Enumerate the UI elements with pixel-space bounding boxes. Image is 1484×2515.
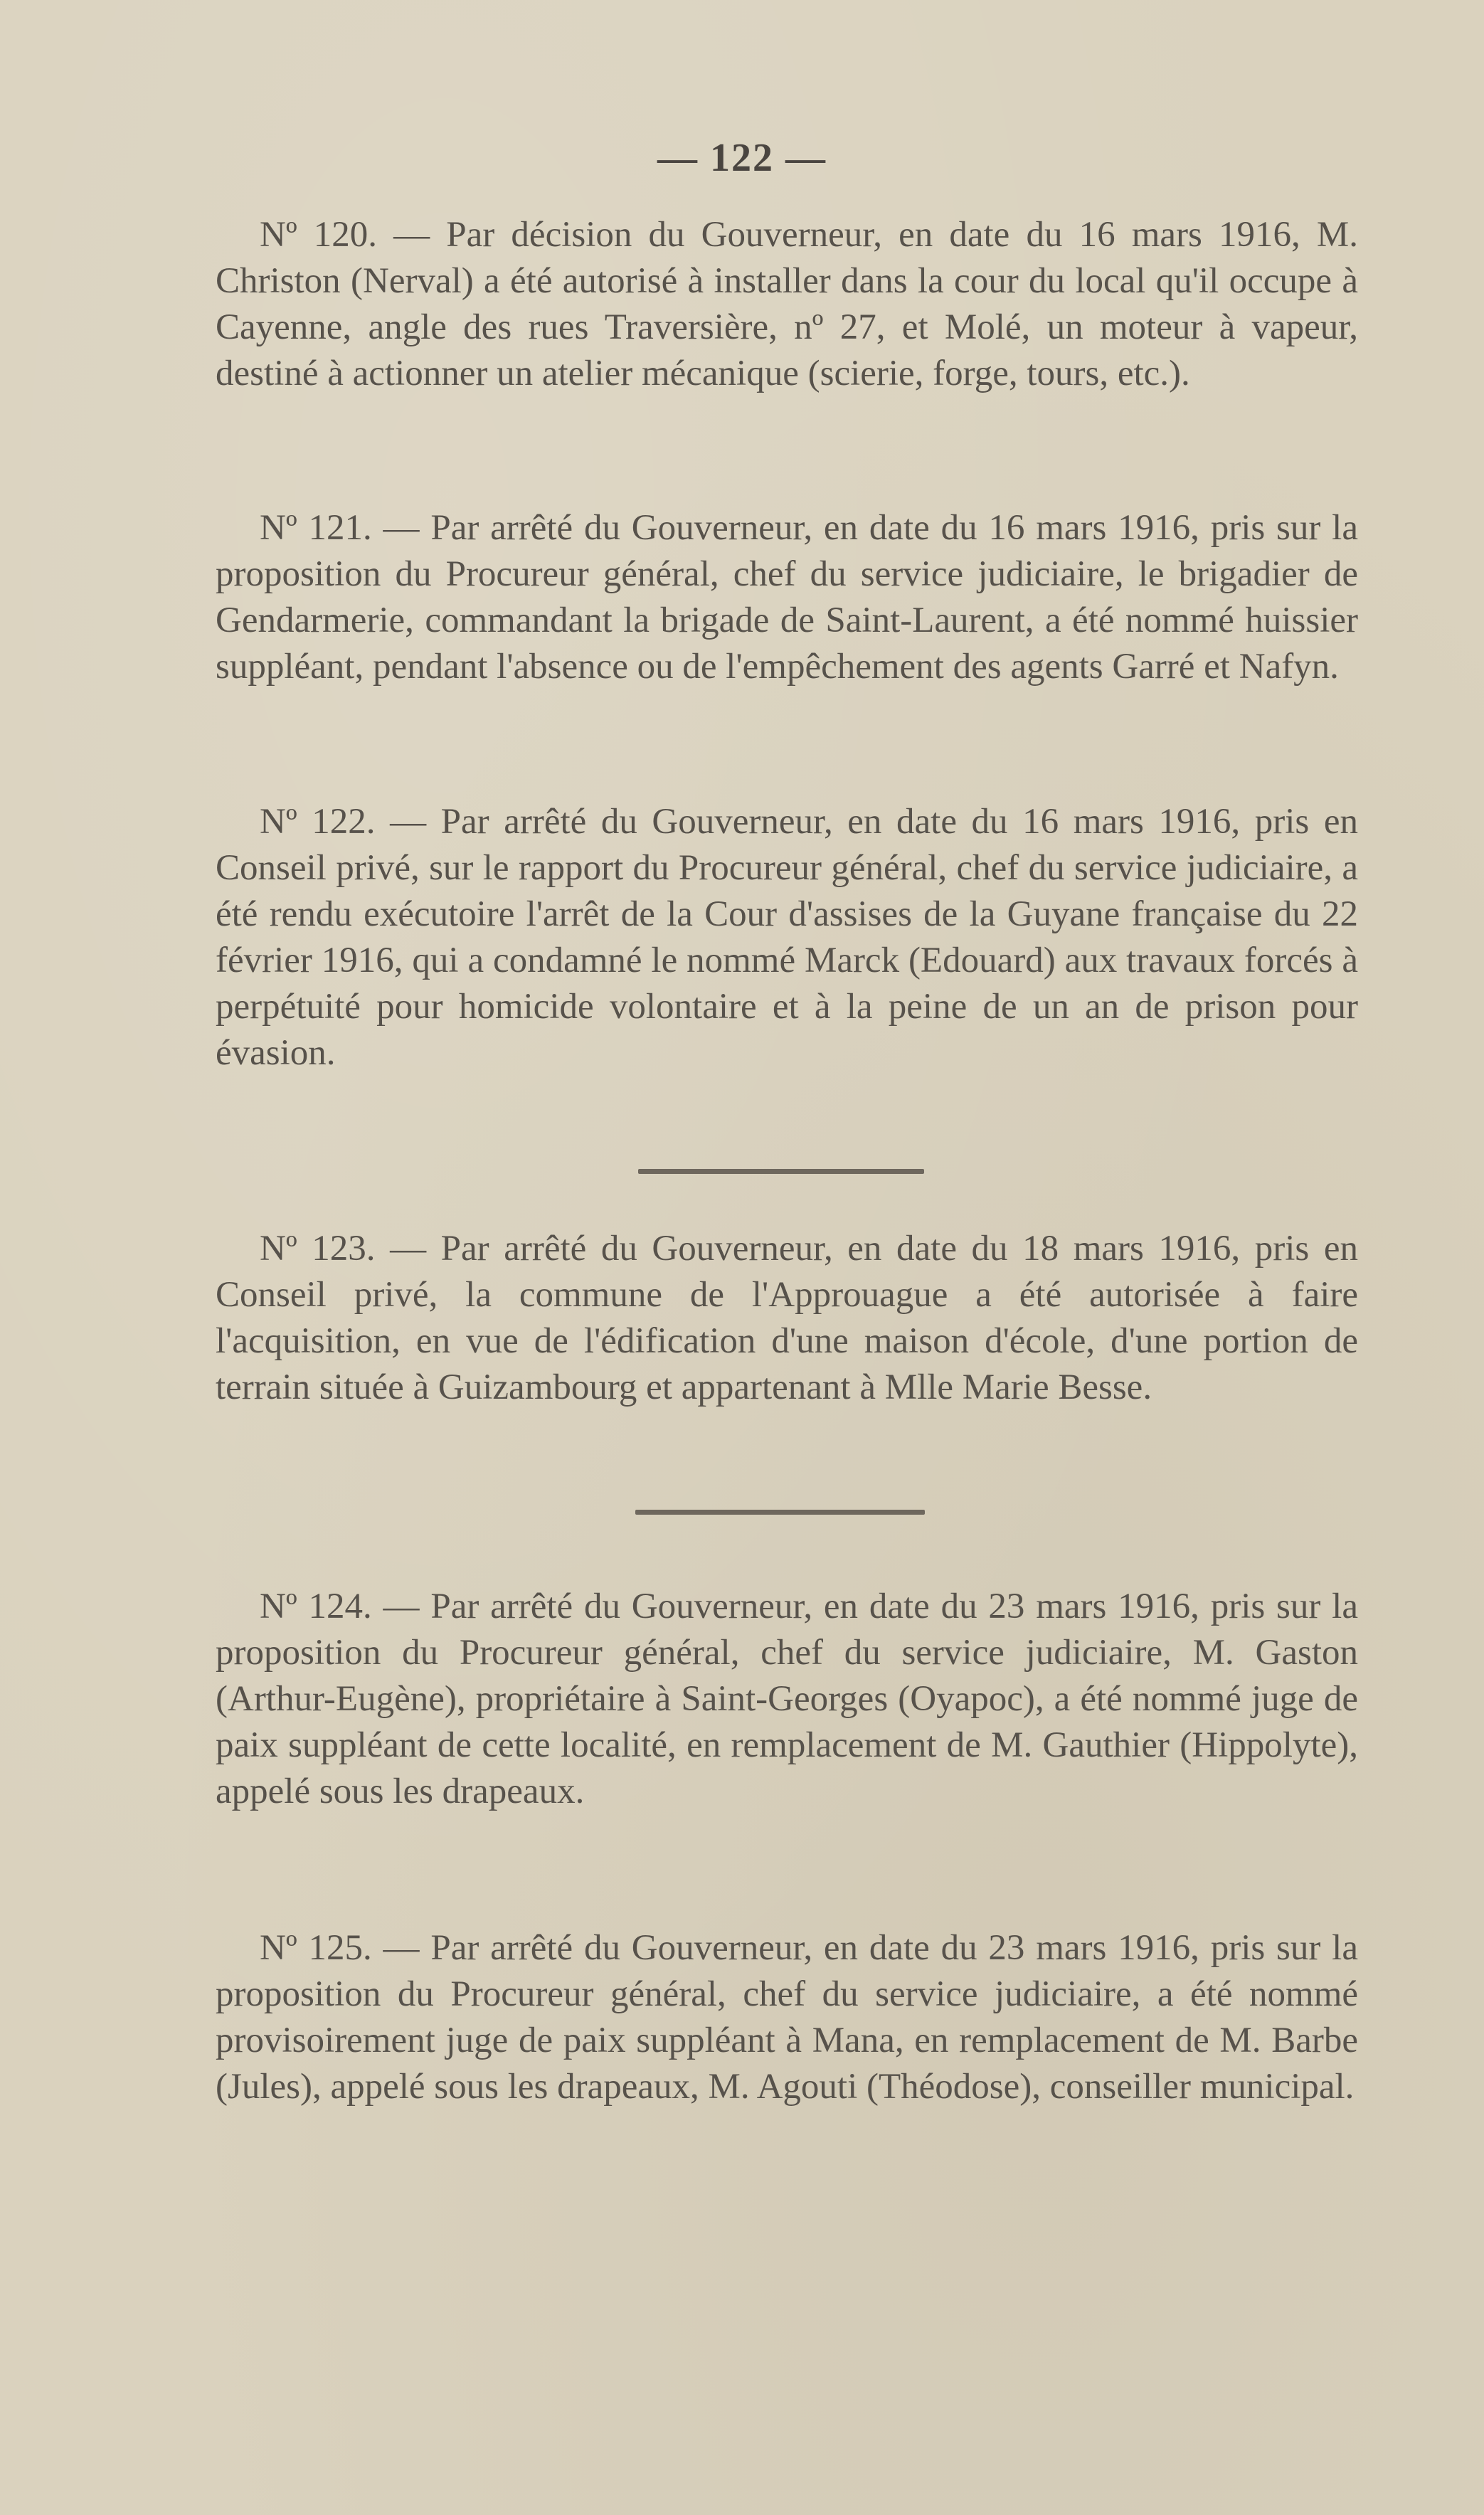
entry-text: Nº 123. — Par arrêté du Gouverneur, en date du 18 mars 1916, pris en Conseil privé, la commune de l'Approuague a été autorisée à faire l'acquisition, en vue de l'édification d'une maison d'école, d'une portion de terrain située à Guizambourg et appartenant à Mlle Marie Besse.: [216, 1229, 1358, 1407]
entry-125: [216, 1925, 1358, 2110]
entry-120: [216, 212, 1358, 397]
entry-123: [216, 1226, 1358, 1411]
entry-122: [216, 799, 1358, 1076]
separator-rule: [638, 1169, 924, 1174]
separator-rule: [635, 1510, 925, 1515]
entry-text: Nº 120. — Par décision du Gouverneur, en date du 16 mars 1916, M. Christon (Nerval) a été autorisé à installer dans la cour du local qu'il occupe à Cayenne, angle des rues Traversière, nº 27, et Molé, un moteur à vapeur, destiné à actionner un atelier mécanique (scierie, forge, tours, etc.).: [216, 215, 1358, 393]
entry-text: Nº 122. — Par arrêté du Gouverneur, en date du 16 mars 1916, pris en Conseil privé, sur le rapport du Procureur général, chef du service judiciaire, a été rendu exécutoire l'arrêt de la Cour d'assises de la Guyane française du 22 février 1916, qui a condamné le nommé Marck (Edouard) aux travaux forcés à perpétuité pour homicide volontaire et à la peine de un an de prison pour évasion.: [216, 802, 1358, 1073]
entry-124: [216, 1584, 1358, 1815]
entry-text: Nº 124. — Par arrêté du Gouverneur, en date du 23 mars 1916, pris sur la proposition du Procureur général, chef du service judiciaire, M. Gaston (Arthur-Eugène), propriétaire à Saint-Georges (Oyapoc), a été nommé juge de paix suppléant de cette localité, en remplacement de M. Gauthier (Hippolyte), appelé sous les drapeaux.: [216, 1587, 1358, 1811]
entry-text: Nº 121. — Par arrêté du Gouverneur, en date du 16 mars 1916, pris sur la proposition du Procureur général, chef du service judiciaire, le brigadier de Gendarmerie, commandant la brigade de Saint-Laurent, a été nommé huissier suppléant, pendant l'absence ou de l'empêchement des agents Garré et Nafyn.: [216, 508, 1358, 687]
page-number: — 122 —: [657, 136, 827, 180]
entry-121: [216, 505, 1358, 690]
entry-text: Nº 125. — Par arrêté du Gouverneur, en date du 23 mars 1916, pris sur la proposition du Procureur général, chef du service judiciaire, a été nommé provisoirement juge de paix suppléant à Mana, en remplacement de M. Barbe (Jules), appelé sous les drapeaux, M. Agouti (Théodose), conseiller municipal.: [216, 1928, 1358, 2107]
